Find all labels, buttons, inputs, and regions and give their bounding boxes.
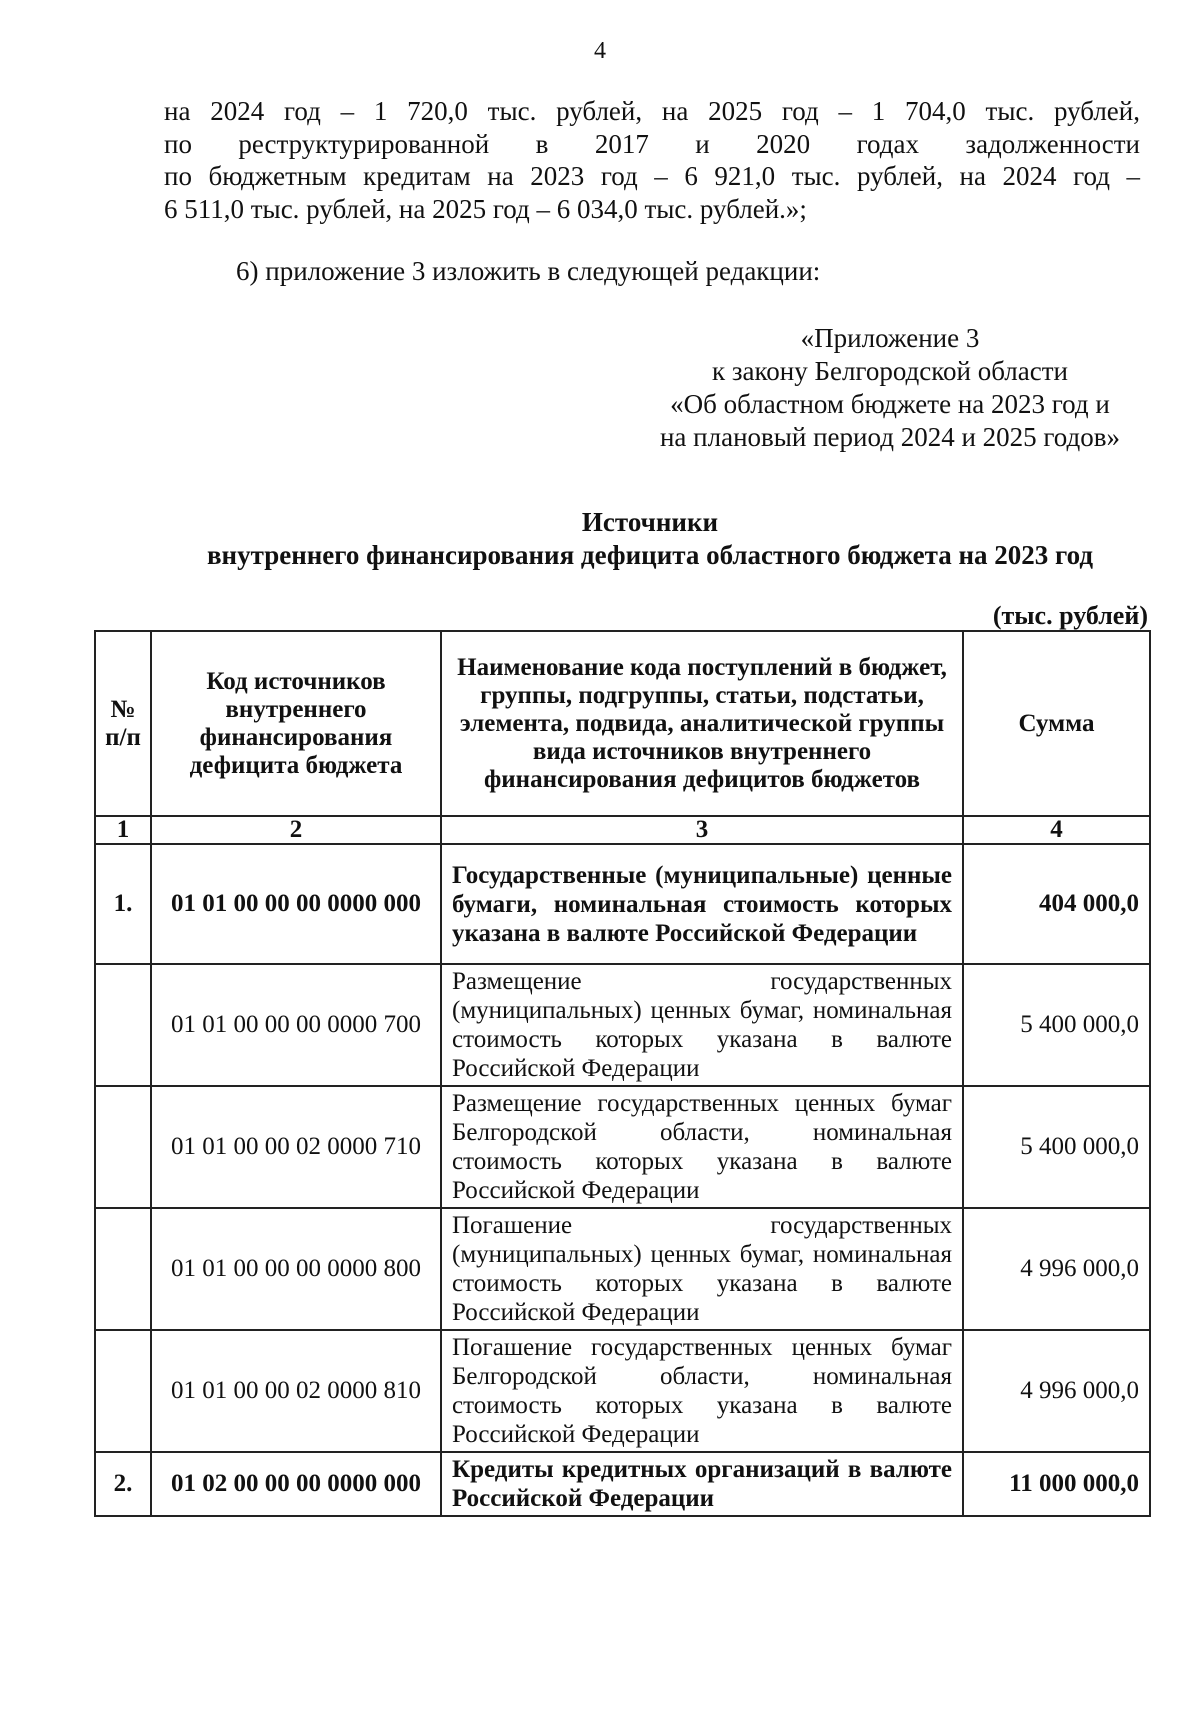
column-numbers-row <box>95 816 1150 844</box>
units-label: (тыс. рублей) <box>992 601 1148 630</box>
paragraph-line: по реструктурированной в 2017 и 2020 годах задолженности <box>164 128 1140 159</box>
table-title <box>0 506 1200 572</box>
row-name: Кредиты кредитных организаций в валюте Российской Федерации <box>441 1452 963 1516</box>
table-title-line: Источники <box>581 507 719 537</box>
header-code: Код источников внутреннего финансирования дефицита бюджета <box>151 631 441 816</box>
row-num: 2. <box>95 1452 151 1516</box>
row-name: Погашение государственных ценных бумаг Белгородской области, номинальная стоимость которых указана в валюте Российской Федерации <box>441 1330 963 1452</box>
table-row <box>95 844 1150 964</box>
header-name: Наименование кода поступлений в бюджет, группы, подгруппы, статьи, подстатьи, элемента, подвида, аналитической группы вида источников внутреннего финансирования дефицитов бюджетов <box>441 631 963 816</box>
row-name: Размещение государственных ценных бумаг Белгородской области, номинальная стоимость которых указана в валюте Российской Федерации <box>441 1086 963 1208</box>
row-code: 01 01 00 00 02 0000 710 <box>151 1086 441 1208</box>
row-num <box>95 1208 151 1330</box>
table-row <box>95 1208 1150 1330</box>
column-number: 3 <box>441 816 963 844</box>
row-amount: 404 000,0 <box>963 844 1150 964</box>
row-code: 01 01 00 00 00 0000 800 <box>151 1208 441 1330</box>
page-number: 4 <box>594 38 606 64</box>
row-amount: 11 000 000,0 <box>963 1452 1150 1516</box>
row-amount: 4 996 000,0 <box>963 1330 1150 1452</box>
header-num: № п/п <box>95 631 151 816</box>
row-num: 1. <box>95 844 151 964</box>
row-name: Государственные (муниципальные) ценные бумаги, номинальная стоимость которых указана в валюте Российской Федерации <box>441 844 963 964</box>
row-code: 01 01 00 00 00 0000 700 <box>151 964 441 1086</box>
table-title-line: внутреннего финансирования дефицита областного бюджета на 2023 год <box>206 540 1094 570</box>
table-row <box>95 964 1150 1086</box>
row-name: Погашение государственных (муниципальных) ценных бумаг, номинальная стоимость которых указана в валюте Российской Федерации <box>441 1208 963 1330</box>
appendix-ref-line: «Об областном бюджете на 2023 год и <box>670 389 1110 419</box>
row-code: 01 01 00 00 00 0000 000 <box>151 844 441 964</box>
header-amount: Сумма <box>963 631 1150 816</box>
intro-paragraph <box>164 95 1140 225</box>
appendix-reference <box>640 322 1140 454</box>
appendix-ref-line: к закону Белгородской области <box>712 356 1068 386</box>
row-num <box>95 964 151 1086</box>
table-row <box>95 1330 1150 1452</box>
appendix-ref-line: «Приложение 3 <box>800 323 980 353</box>
table-row <box>95 1086 1150 1208</box>
table-header-row <box>95 631 1150 816</box>
row-num <box>95 1330 151 1452</box>
row-amount: 5 400 000,0 <box>963 1086 1150 1208</box>
row-code: 01 01 00 00 02 0000 810 <box>151 1330 441 1452</box>
column-number: 1 <box>95 816 151 844</box>
row-amount: 4 996 000,0 <box>963 1208 1150 1330</box>
sources-table <box>94 630 1151 1517</box>
item-6-instruction: 6) приложение 3 изложить в следующей редакции: <box>236 256 821 286</box>
column-number: 2 <box>151 816 441 844</box>
row-code: 01 02 00 00 00 0000 000 <box>151 1452 441 1516</box>
table-row <box>95 1452 1150 1516</box>
row-amount: 5 400 000,0 <box>963 964 1150 1086</box>
row-name: Размещение государственных (муниципальных) ценных бумаг, номинальная стоимость которых указана в валюте Российской Федерации <box>441 964 963 1086</box>
paragraph-line: 6 511,0 тыс. рублей, на 2025 год – 6 034,0 тыс. рублей.»; <box>164 193 807 224</box>
column-number: 4 <box>963 816 1150 844</box>
row-num <box>95 1086 151 1208</box>
appendix-ref-line: на плановый период 2024 и 2025 годов» <box>659 422 1121 452</box>
paragraph-line: по бюджетным кредитам на 2023 год – 6 921,0 тыс. рублей, на 2024 год – <box>164 161 1140 192</box>
paragraph-line: на 2024 год – 1 720,0 тыс. рублей, на 2025 год – 1 704,0 тыс. рублей, <box>164 96 1140 126</box>
